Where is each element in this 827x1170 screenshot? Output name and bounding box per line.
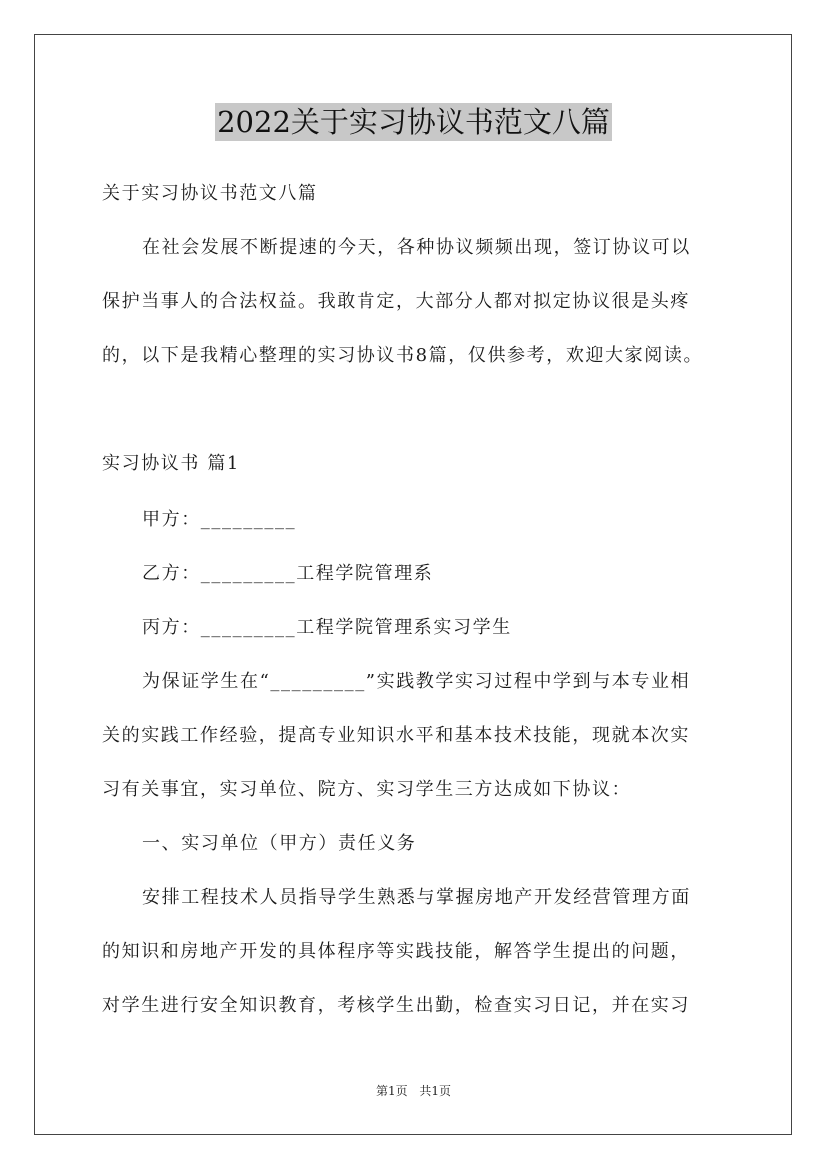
document-title: 2022关于实习协议书范文八篇 xyxy=(217,105,610,139)
section-heading: 实习协议书 篇1 xyxy=(102,453,240,474)
paragraph-line: 保护当事人的合法权益。我敢肯定，大部分人都对拟定协议很是头疼 xyxy=(102,291,690,312)
paragraph-line: 关的实践工作经验，提高专业知识水平和基本技术技能，现就本次实 xyxy=(102,725,690,746)
title-container xyxy=(0,103,827,141)
party-b-line: 乙方：_________工程学院管理系 xyxy=(142,563,434,584)
subtitle-line: 关于实习协议书范文八篇 xyxy=(102,183,318,204)
page-total: 共1页 xyxy=(419,1084,452,1098)
paragraph-line: 对学生进行安全知识教育，考核学生出勤，检查实习日记，并在实习 xyxy=(102,995,690,1016)
paragraph-line: 为保证学生在“_________”实践教学实习过程中学到与本专业相 xyxy=(142,671,691,692)
paragraph-line: 安排工程技术人员指导学生熟悉与掌握房地产开发经营管理方面 xyxy=(142,887,691,908)
party-a-line: 甲方：_________ xyxy=(142,509,297,530)
paragraph-line: 的，以下是我精心整理的实习协议书8篇，仅供参考，欢迎大家阅读。 xyxy=(102,345,704,366)
page-footer xyxy=(0,1083,827,1099)
clause-heading: 一、实习单位（甲方）责任义务 xyxy=(142,833,417,854)
page-number: 第1页 xyxy=(375,1084,408,1098)
paragraph-line: 习有关事宜，实习单位、院方、实习学生三方达成如下协议： xyxy=(102,779,632,800)
paragraph-line: 的知识和房地产开发的具体程序等实践技能，解答学生提出的问题， xyxy=(102,941,690,962)
paragraph-line: 在社会发展不断提速的今天，各种协议频频出现，签订协议可以 xyxy=(142,237,691,258)
party-c-line: 丙方：_________工程学院管理系实习学生 xyxy=(142,617,512,638)
